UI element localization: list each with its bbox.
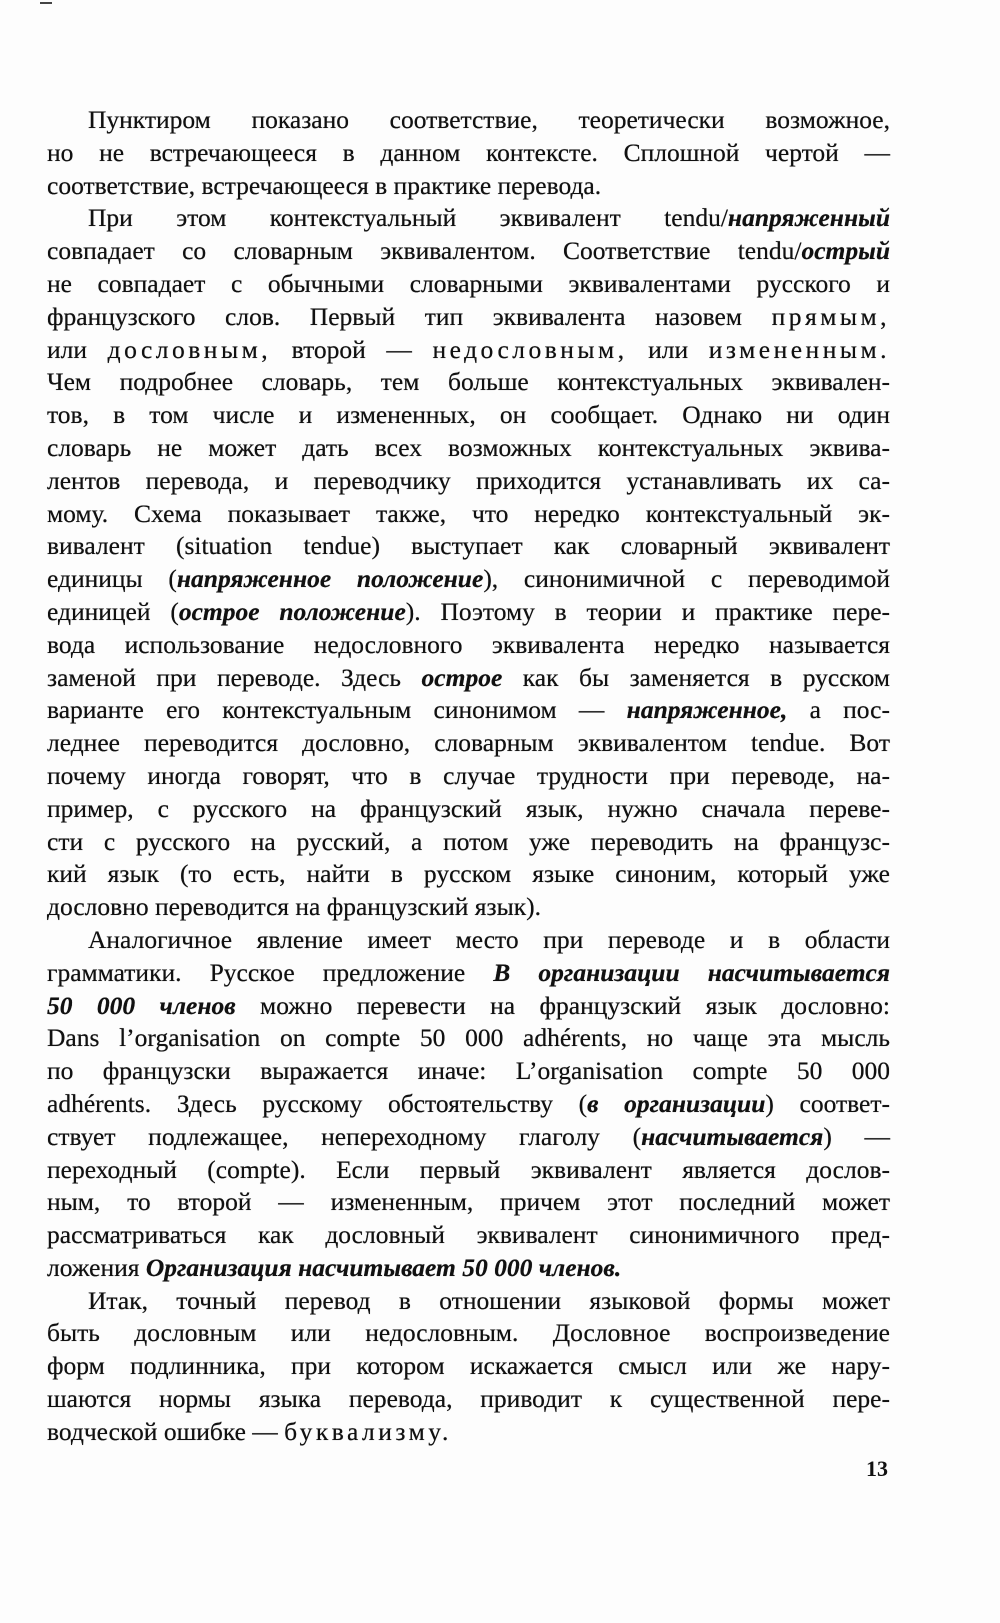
italic-text: В организации насчитывается — [493, 957, 890, 987]
text-span: ), синонимичной с переводимой — [483, 564, 891, 594]
paragraph — [47, 104, 890, 202]
text-span: вода использование недословного эквивалента нередко называется — [47, 629, 890, 659]
text-span: заменой при переводе. Здесь — [47, 662, 422, 692]
text-span: ). Поэтому в теории и практике пере- — [405, 596, 891, 626]
text-line — [47, 1317, 890, 1350]
italic-text: острое — [421, 662, 503, 692]
text-span: сти с русского на русский, а потом уже переводить на французс- — [47, 826, 890, 856]
text-line — [47, 235, 890, 268]
italic-text: острое положение — [178, 596, 406, 626]
text-line — [47, 924, 890, 957]
text-line — [47, 891, 890, 924]
text-span: Пунктиром показано соответствие, теоретически возможное, — [88, 105, 890, 134]
paragraph — [47, 924, 890, 1285]
text-span: лентов перевода, и переводчику приходится устанавливать их са- — [47, 465, 890, 495]
text-line — [47, 498, 890, 531]
text-line — [47, 858, 890, 891]
text-span: ствует подлежащее, непереходному глаголу ( — [47, 1121, 642, 1151]
body-text — [47, 104, 890, 1449]
text-span: переходный (compte). Если первый эквивалент является дослов- — [47, 1154, 890, 1184]
text-line — [47, 137, 890, 170]
text-span: Итак, точный перевод в отношении языковой формы может — [88, 1285, 890, 1315]
text-span: по французски выражается иначе: L’organisation compte 50 000 — [47, 1056, 890, 1086]
text-line — [47, 170, 890, 203]
spaced-emphasis-text: недословным, — [432, 334, 628, 364]
text-line — [47, 1219, 890, 1252]
text-line — [47, 530, 890, 563]
text-span: варианте его контекстуальным синонимом — — [47, 695, 627, 725]
text-line — [47, 1121, 890, 1154]
text-line — [47, 1154, 890, 1187]
text-span: ным, то второй — измененным, причем этот последний может — [47, 1187, 890, 1217]
text-span: тов, в том числе и измененных, он сообщает. Однако ни один — [47, 400, 890, 430]
text-line — [47, 1055, 890, 1088]
text-span: совпадает со словарным эквивалентом. Соответствие tendu/ — [47, 236, 802, 266]
paragraph — [47, 1285, 890, 1449]
text-span: adhérents. Здесь русскому обстоятельству ( — [47, 1088, 588, 1118]
text-line — [47, 629, 890, 662]
text-span: соответствие, встречающееся в практике перевода. — [47, 170, 602, 200]
text-span: дословно переводится на французский язык). — [47, 892, 541, 922]
text-span: второй — — [271, 334, 433, 364]
italic-text: насчитывается — [641, 1121, 824, 1151]
text-span: французского слов. Первый тип эквивалента назовем — [47, 301, 772, 331]
spaced-emphasis-text: буквализму. — [284, 1416, 452, 1446]
text-span: можно перевести на французский язык дословно: — [235, 990, 891, 1020]
text-span: леднее переводится дословно, словарным эквивалентом tendue. Вот — [47, 728, 890, 758]
page-number: 13 — [866, 1456, 888, 1481]
text-span: Чем подробнее словарь, тем больше контекстуальных эквивален- — [47, 367, 890, 397]
text-line — [47, 760, 890, 793]
text-span: мому. Схема показывает также, что нередко контекстуальный эк- — [47, 498, 890, 528]
text-line — [47, 1285, 890, 1318]
italic-text: 50 000 членов — [47, 990, 236, 1020]
text-span: водческой ошибке — — [47, 1416, 285, 1446]
text-line — [47, 1022, 890, 1055]
italic-text: острый — [801, 236, 890, 266]
text-span: пример, с русского на французский язык, нужно сначала переве- — [47, 793, 890, 823]
text-line — [47, 202, 890, 235]
spaced-emphasis-text: измененным. — [708, 334, 890, 364]
text-line — [47, 465, 890, 498]
text-line — [47, 1252, 890, 1285]
text-line — [47, 990, 890, 1023]
text-line — [47, 662, 890, 695]
text-line — [47, 1186, 890, 1219]
text-span: быть дословным или недословным. Дословное воспроизведение — [47, 1318, 890, 1348]
text-line — [47, 563, 890, 596]
text-span: как бы заменяется в русском — [502, 662, 890, 692]
italic-text: напряженный — [727, 203, 890, 233]
text-line — [47, 1383, 890, 1416]
text-line — [47, 432, 890, 465]
text-span: Dans l’organisation on compte 50 000 adhérents, но чаще эта мысль — [47, 1023, 890, 1053]
text-line — [47, 399, 890, 432]
text-span: не совпадает с обычными словарными эквивалентами русского и — [47, 268, 890, 298]
text-span: ) — — [823, 1121, 890, 1151]
text-span: Аналогичное явление имеет место при переводе и в области — [88, 924, 890, 954]
text-span: а пос- — [787, 695, 890, 725]
italic-text: Организация насчитывает 50 000 членов. — [145, 1252, 622, 1282]
text-line — [47, 727, 890, 760]
text-line — [47, 104, 890, 137]
text-line — [47, 334, 890, 367]
text-span: При этом контекстуальный эквивалент tendu/ — [88, 203, 728, 233]
text-line — [47, 596, 890, 629]
text-line — [47, 1416, 890, 1449]
paragraph — [47, 202, 890, 924]
text-span: единицы ( — [47, 564, 177, 594]
text-line — [47, 826, 890, 859]
text-span: но не встречающееся в данном контексте. Сплошной чертой — — [47, 137, 890, 167]
text-line — [47, 301, 890, 334]
text-span: ) соответ- — [765, 1088, 891, 1118]
text-line — [47, 268, 890, 301]
italic-text: напряженное, — [626, 695, 788, 725]
text-span: грамматики. Русское предложение — [47, 957, 494, 987]
text-span: рассматриваться как дословный эквивалент синонимичного пред- — [47, 1220, 890, 1250]
text-span: вивалент (situation tendue) выступает как словарный эквивалент — [47, 531, 890, 561]
text-line — [47, 1350, 890, 1383]
italic-text: в организации — [587, 1088, 766, 1118]
text-span: или — [47, 334, 108, 364]
scan-mark — [40, 2, 52, 4]
italic-text: напряженное положение — [176, 564, 484, 594]
text-span: единицей ( — [47, 596, 179, 626]
text-line — [47, 694, 890, 727]
spaced-emphasis-text: прямым, — [771, 301, 890, 331]
spaced-emphasis-text: дословным, — [107, 334, 272, 364]
text-line — [47, 366, 890, 399]
text-span: форм подлинника, при котором искажается смысл или же нару- — [47, 1351, 890, 1381]
text-span: шаются нормы языка перевода, приводит к существенной пере- — [47, 1384, 890, 1414]
text-line — [47, 793, 890, 826]
text-span: кий язык (то есть, найти в русском языке синоним, который уже — [47, 859, 890, 889]
text-span: ложения — [47, 1252, 146, 1282]
text-span: почему иногда говорят, что в случае трудности при переводе, на- — [47, 760, 890, 790]
text-span: или — [627, 334, 709, 364]
text-line — [47, 1088, 890, 1121]
text-span: словарь не может дать всех возможных контекстуальных эквива- — [47, 432, 890, 462]
text-line — [47, 957, 890, 990]
